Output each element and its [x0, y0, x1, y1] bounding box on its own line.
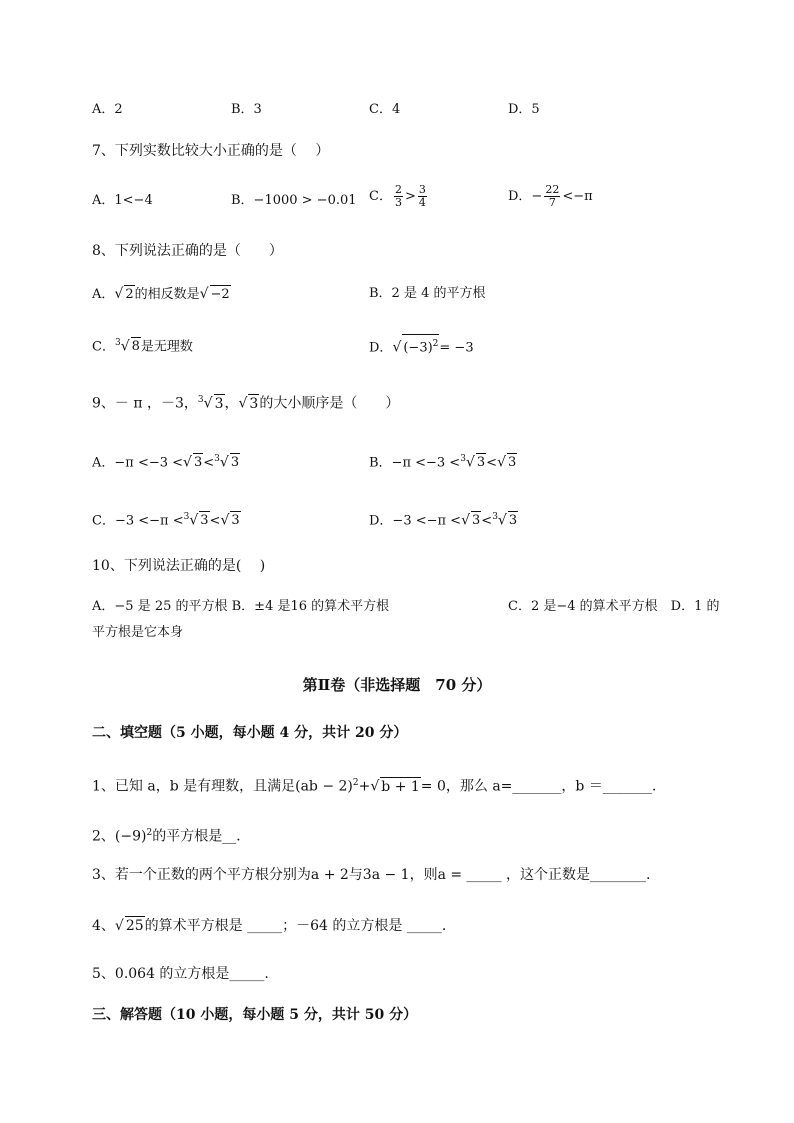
answer-heading: 三、解答题（10 小题，每小题 5 分，共计 50 分）: [92, 1007, 418, 1023]
q9-stem: 9、－ π ，－3，$^3$√ 3，√ 3的大小顺序是（ ）: [92, 395, 400, 412]
fill-q1: 1、已知 a，b 是有理数，且满足(ab − 2)$^2$+√ b + 1= 0，那么 a=_______，b ＝_______.: [92, 778, 657, 795]
q7-option-a: A．1<−4: [92, 193, 153, 208]
q10-options-ab: A．−5 是 25 的平方根 B．±4 是16 的算术平方根: [92, 599, 390, 614]
q8-stem: 8、下列说法正确的是（ ）: [92, 243, 283, 259]
q8-d-radicand: $(-3)^2$: [402, 334, 439, 357]
q9-option-a: A．−π <−3 <√ 3<$^3$√ 3: [92, 454, 240, 471]
q7-option-b: B．−1000 > −0.01: [231, 193, 357, 208]
q10-stem: 10、下列说法正确的是( ): [92, 558, 266, 574]
q7-c-fraction-2: $\frac{3}{4}$: [418, 183, 426, 209]
q7-stem: 7、下列实数比较大小正确的是（ ）: [92, 143, 330, 159]
q10-options-continued: 平方根是它本身: [92, 625, 184, 640]
q7-option-c: [369, 184, 429, 209]
fill-q5: 5、0.064 的立方根是_____.: [92, 966, 269, 982]
q7-d-prefix: D．−: [508, 189, 543, 204]
fill-q3: 3、若一个正数的两个平方根分别为a + 2与3a − 1，则a = _____ ，这个正数是________.: [92, 867, 651, 883]
q8-option-c: C．$^3$√ 8是无理数: [92, 338, 193, 355]
q6-option-b: B．3: [231, 102, 262, 117]
q8-a-radicand-2: −2: [210, 287, 230, 302]
q8-option-b: B．2 是 4 的平方根: [369, 286, 486, 301]
fill-q2: 2、$(-9)^2$的平方根是__．: [92, 828, 251, 845]
q9-option-b: B．−π <−3 <$^3$√ 3<√ 3: [369, 454, 517, 471]
q8-c-radicand: 8: [131, 339, 140, 355]
q7-d-fraction: $\frac{22}{7}$: [545, 183, 560, 209]
fill-in-heading: 二、填空题（5 小题，每小题 4 分，共计 20 分）: [92, 725, 408, 741]
q8-option-a: A．√ 2的相反数是√ −2: [92, 286, 230, 302]
q6-option-a: A．2: [92, 102, 123, 117]
q6-option-c: C．4: [369, 102, 401, 117]
q7-option-d: [508, 184, 593, 209]
q9-option-d: D．−3 <−π <√ 3<$^3$√ 3: [369, 512, 518, 529]
fill-q4: 4、√ 25的算术平方根是 _____；－64 的立方根是 _____.: [92, 918, 447, 934]
q7-c-fraction-1: $\frac{2}{3}$: [394, 183, 402, 209]
section-2-title: 第Ⅱ卷（非选择题 70 分）: [302, 676, 492, 694]
q10-options-cd: C．2 是−4 的算术平方根 D．1 的: [508, 599, 720, 614]
q9-option-c: C．−3 <−π <$^3$√ 3<√ 3: [92, 512, 240, 529]
q6-option-d: D．5: [508, 102, 540, 117]
q8-option-d: D．√ $(-3)^2= -3$: [369, 334, 474, 357]
q7-d-suffix: <−π: [562, 189, 593, 204]
q7-c-operator: >: [404, 189, 416, 204]
q7-c-prefix: C．: [369, 189, 392, 204]
q8-a-radicand-1: 2: [125, 287, 134, 302]
